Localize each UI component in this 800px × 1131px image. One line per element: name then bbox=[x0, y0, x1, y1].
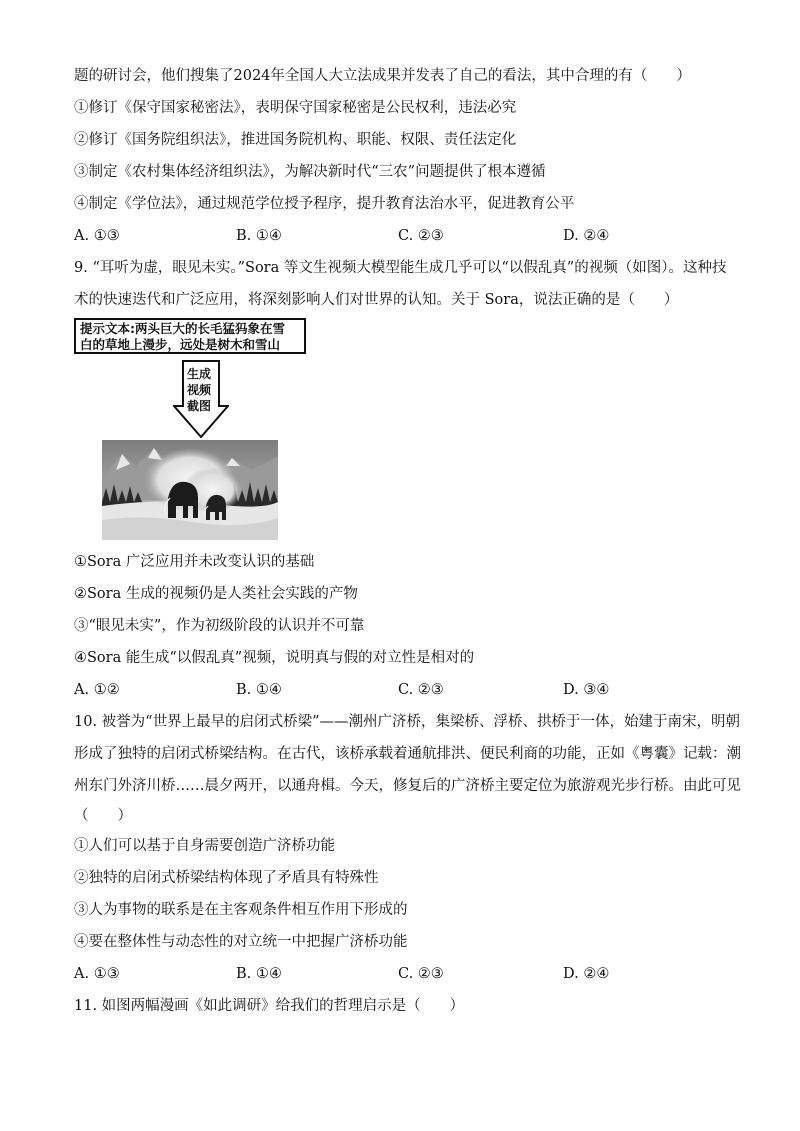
arrow-label-line-2: 视频 bbox=[186, 383, 211, 397]
q8-item-1: ①修订《保守国家秘密法》，表明保守国家秘密是公民权利，违法必究 bbox=[74, 100, 517, 116]
q9-item-3: ③“眼见未实”，作为初级阶段的认识并不可靠 bbox=[74, 618, 365, 634]
q10-item-1: ①人们可以基于自身需要创造广济桥功能 bbox=[74, 838, 335, 854]
q10-stem-line-3: 州东门外济川桥……晨夕两开，以通舟楫。今天，修复后的广济桥主要定位为旅游观光步行桥。由此可见 bbox=[74, 778, 741, 794]
q10-option-c: C. ②③ bbox=[398, 966, 444, 982]
q10-item-3: ③人为事物的联系是在主客观条件相互作用下形成的 bbox=[74, 902, 408, 918]
q9-option-c: C. ②③ bbox=[398, 682, 444, 698]
arrow-label-line-3: 截图 bbox=[186, 399, 211, 413]
q9-stem-line-1: 9. “耳听为虚，眼见未实。”Sora 等文生视频大模型能生成几乎可以“以假乱真”的视频（如图）。这种技 bbox=[74, 260, 727, 276]
q9-option-a: A. ①② bbox=[74, 682, 120, 698]
q9-item-4: ④Sora 能生成“以假乱真”视频，说明真与假的对立性是相对的 bbox=[74, 650, 475, 666]
q8-item-2: ②修订《国务院组织法》，推进国务院机构、职能、权限、责任法定化 bbox=[74, 132, 517, 148]
q8-stem: 题的研讨会，他们搜集了2024年全国人大立法成果并发表了自己的看法，其中合理的有（ ） bbox=[74, 68, 691, 84]
q11-stem: 11. 如图两幅漫画《如此调研》给我们的哲理启示是（ ） bbox=[74, 998, 465, 1014]
q10-stem-line-2: 形成了独特的启闭式桥梁结构。在古代，该桥承载着通航排洪、便民利商的功能，正如《粤囊》记载：潮 bbox=[74, 746, 741, 762]
q8-item-3: ③制定《农村集体经济组织法》，为解决新时代“三农”问题提供了根本遵循 bbox=[74, 164, 546, 180]
q9-option-d: D. ③④ bbox=[563, 682, 610, 698]
prompt-text-line-2: 白的草地上漫步，远处是树木和雪山 bbox=[80, 337, 281, 352]
q10-item-2: ②独特的启闭式桥梁结构体现了矛盾具有特殊性 bbox=[74, 870, 379, 886]
q9-option-b: B. ①④ bbox=[236, 682, 282, 698]
q10-item-4: ④要在整体性与动态性的对立统一中把握广济桥功能 bbox=[74, 934, 408, 950]
q8-option-c: C. ②③ bbox=[398, 228, 444, 244]
q9-stem-line-2: 术的快速迭代和广泛应用，将深刻影响人们对世界的认知。关于 Sora，说法正确的是（ ） bbox=[74, 292, 679, 308]
prompt-text-line-1: 提示文本:两头巨大的长毛猛犸象在雪 bbox=[80, 321, 285, 336]
q10-stem-line-1: 10. 被誉为“世界上最早的启闭式桥梁”——潮州广济桥，集梁桥、浮桥、拱桥于一体，始建于南宋，明朝 bbox=[74, 714, 740, 730]
q9-item-1: ①Sora 广泛应用并未改变认识的基础 bbox=[74, 554, 315, 570]
q10-option-a: A. ①③ bbox=[74, 966, 120, 982]
mammoth-video-screenshot bbox=[102, 440, 278, 540]
q10-stem-line-4: （ ） bbox=[74, 808, 132, 824]
q9-item-2: ②Sora 生成的视频仍是人类社会实践的产物 bbox=[74, 586, 358, 602]
q8-option-d: D. ②④ bbox=[563, 228, 610, 244]
q10-option-d: D. ②④ bbox=[563, 966, 610, 982]
q8-option-b: B. ①④ bbox=[236, 228, 282, 244]
arrow-label bbox=[183, 366, 215, 414]
q8-item-4: ④制定《学位法》，通过规范学位授予程序，提升教育法治水平，促进教育公平 bbox=[74, 196, 575, 212]
q8-option-a: A. ①③ bbox=[74, 228, 120, 244]
prompt-text-box bbox=[74, 318, 306, 354]
arrow-label-line-1: 生成 bbox=[186, 367, 211, 381]
q10-option-b: B. ①④ bbox=[236, 966, 282, 982]
